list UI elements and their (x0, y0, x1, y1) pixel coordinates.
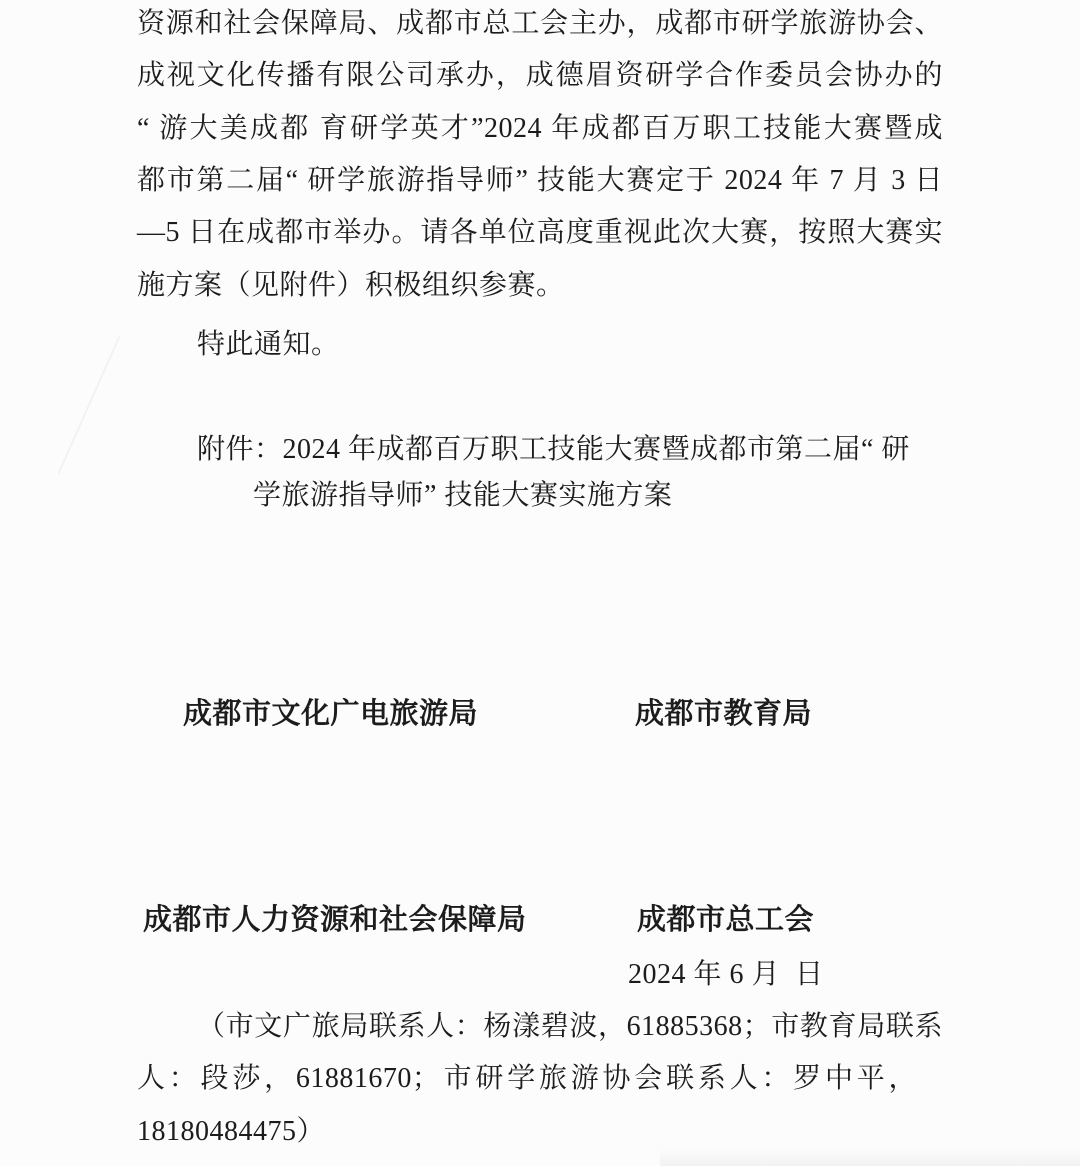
photo-shade-artifact (660, 1148, 1080, 1166)
attachment-line-2: 学旅游指导师” 技能大赛实施方案 (253, 480, 673, 511)
attachment-line-1: 附件：2024 年成都百万职工技能大赛暨成都市第二届“ 研 (197, 434, 910, 465)
contact-line-2: 人：段莎，61881670；市研学旅游协会联系人：罗中平， (137, 1063, 917, 1094)
body-line-4: 都市第二届“ 研学旅游指导师” 技能大赛定于 2024 年 7 月 3 日 (137, 165, 943, 196)
signature-culture-tourism-bureau: 成都市文化广电旅游局 (183, 698, 479, 730)
date-line: 2024 年 6 月 日 (628, 959, 824, 990)
closing-line: 特此通知。 (197, 329, 340, 360)
signature-education-bureau: 成都市教育局 (635, 698, 813, 730)
body-line-2: 成视文化传播有限公司承办，成德眉资研学合作委员会协办的 (137, 60, 943, 91)
signature-federation-of-trade-unions: 成都市总工会 (637, 904, 815, 936)
photo-scratch-artifact (58, 336, 121, 474)
contact-line-3: 18180484475） (137, 1116, 326, 1147)
body-line-1: 资源和社会保障局、成都市总工会主办，成都市研学旅游协会、 (137, 8, 943, 39)
body-line-3: “ 游大美成都 育研学英才”2024 年成都百万职工技能大赛暨成 (137, 113, 943, 144)
body-line-5: —5 日在成都市举办。请各单位高度重视此次大赛，按照大赛实 (137, 217, 943, 248)
body-line-6: 施方案（见附件）积极组织参赛。 (137, 270, 565, 301)
signature-hr-social-security-bureau: 成都市人力资源和社会保障局 (143, 904, 527, 936)
contact-line-1: （市文广旅局联系人：杨漾碧波，61885368；市教育局联系 (197, 1011, 943, 1042)
